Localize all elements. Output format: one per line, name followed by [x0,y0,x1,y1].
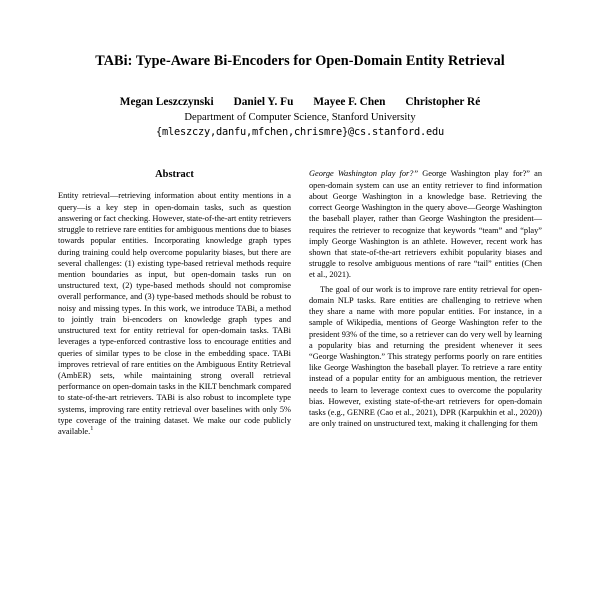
two-column-body [58,168,542,437]
page-title: TABi: Type-Aware Bi-Encoders for Open-Domain Entity Retrieval [95,53,505,69]
author-3: Mayee F. Chen [313,96,386,109]
abstract-heading: Abstract [155,169,194,181]
author-list [58,96,542,108]
intro-paragraph-1: George Washington play for?” George Washington play for?” an open-domain system can use an entity retriever to find information about George Washington in a knowledge base. Retrieving the correct George Washington in the query above—George Washington the baseball player, rather than George Washington the president—requires the retriever to recognize that keywords “team” and “play” imply George Washington is an athlete. However, recent work has shown that state-of-the-art retrievers exhibit popularity biases and struggle to resolve ambiguous mentions of rare “tail” entities (Chen et al., 2021). [309,169,542,280]
abstract-text: Entity retrieval—retrieving information about entity mentions in a query—is a key step in open-domain tasks, such as question answering or fact checking. However, state-of-the-art entity retrievers struggle to retrieve rare entities for ambiguous mentions due to biases towards popular entities. Incorporating knowledge graph types during training could help overcome popularity biases, but there are several challenges: (1) existing type-based retrieval methods require mention boundaries as input, but open-domain tasks run on unstructured text, (2) type-based methods should not compromise overall performance, and (3) type-based methods should be robust to noisy and missing types. In this work, we introduce TABi, a method to jointly train bi-encoders on knowledge graph types and unstructured text for entity retrieval for open-domain tasks. TABi leverages a type-enforced contrastive loss to encourage entities and queries of similar types to be close in the embedding space. TABi improves retrieval of rare entities on the Ambiguous Entity Retrieval (AmbER) sets, while maintaining strong overall retrieval performance on open-domain tasks in the KILT benchmark compared to state-of-the-art retrievers. TABi is also robust to incomplete type systems, improving rare entity retrieval over baselines with only 5% type coverage of the training dataset. We make our code publicly available.$^1$ [58,191,291,437]
contact-email: {mleszczy,danfu,mfchen,chrismre}@cs.stanford.edu [156,126,444,139]
intro-italic-lead: George Washington play for?” [309,169,419,179]
intro-paragraph-2: The goal of our work is to improve rare entity retrieval for open-domain NLP tasks. Rare entities are challenging to retrieve when they share a name with more popular entities. For instance, in a sample of Wikipedia, mentions of George Washington refer to the president 93% of the time, so a retriever can do very well by learning a popularity bias and returning the president whenever it sees “George Washington.” This strategy performs poorly on rare entities like George Washington the baseball player. To retrieve a rare entity instead of a popular entity for an ambiguous mention, the retriever needs to learn to leverage context cues to overcome the popularity bias. However, existing state-of-the-art retrievers for open-domain tasks (e.g., GENRE (Cao et al., 2021), DPR (Karpukhin et al., 2020)) are only trained on unstructured text, making it challenging for them [309,284,542,429]
affiliation: Department of Computer Science, Stanford University [184,112,416,124]
author-4: Christopher Ré [405,96,481,109]
right-column [309,168,542,429]
author-1: Megan Leszczynski [119,96,214,109]
author-2: Daniel Y. Fu [233,96,294,109]
footnote-ref: 1 [90,425,94,433]
left-column [58,168,291,437]
